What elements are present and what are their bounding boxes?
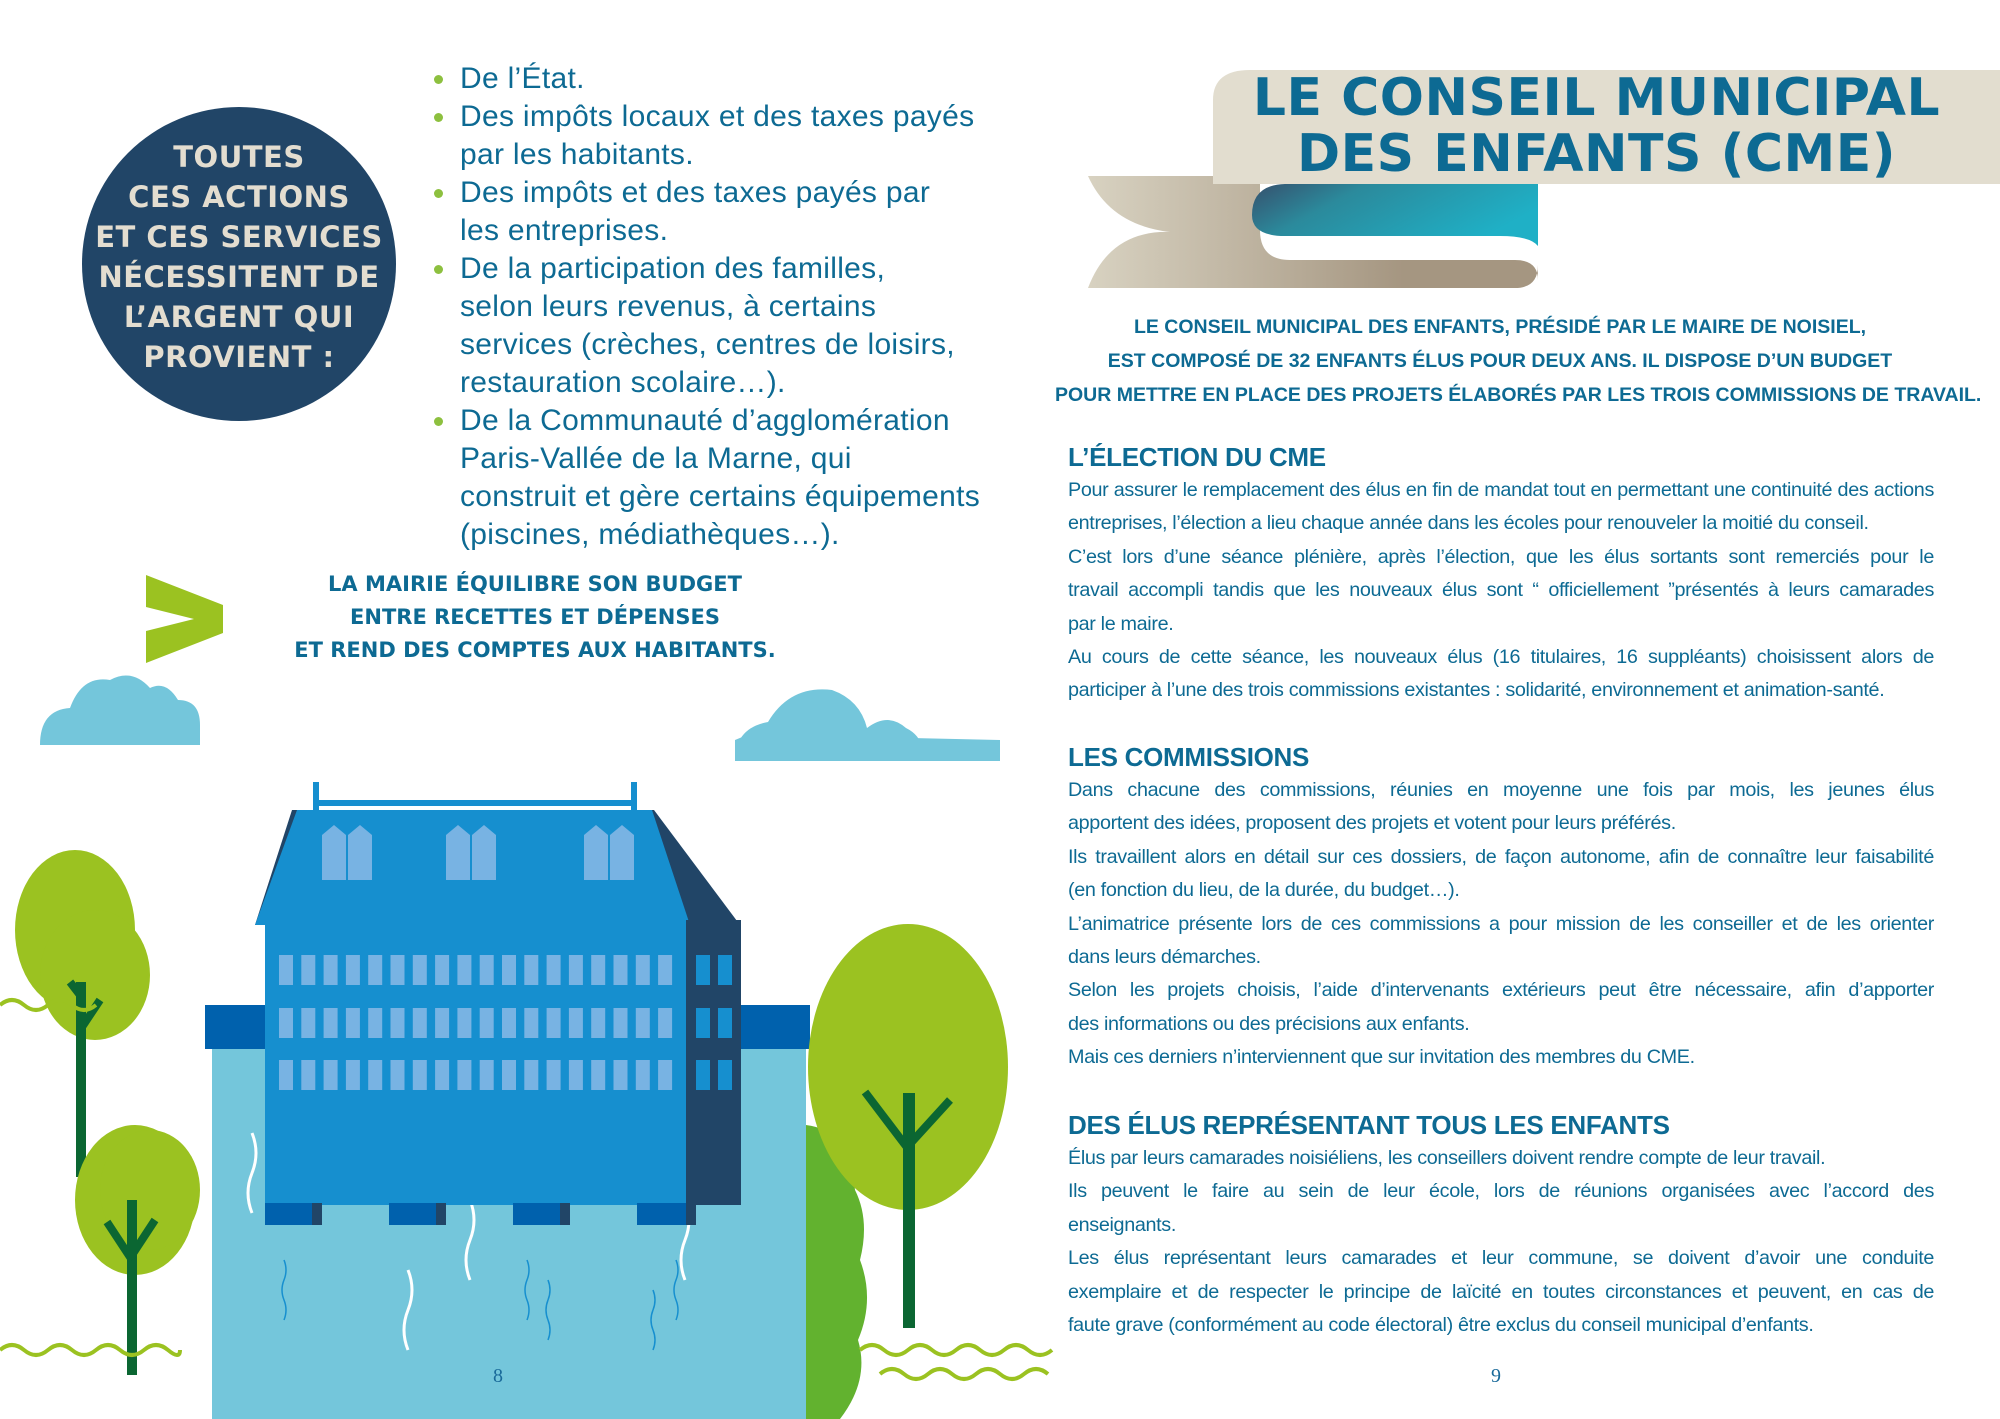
paragraph-line: L’animatrice présente lors de ces commissions a pour mission de les conseiller et de les orienter bbox=[1068, 912, 1934, 935]
window bbox=[346, 955, 360, 985]
list-item-line: selon leurs revenus, à certains bbox=[460, 290, 877, 323]
window bbox=[279, 1060, 293, 1090]
window bbox=[279, 1008, 293, 1038]
section-heading: L’ÉLECTION DU CME bbox=[1068, 442, 1326, 472]
window bbox=[547, 955, 561, 985]
paragraph-line: enseignants. bbox=[1068, 1213, 1176, 1236]
window bbox=[696, 955, 710, 985]
window bbox=[301, 1008, 315, 1038]
list-item-line: par les habitants. bbox=[460, 138, 694, 171]
circle-line: NÉCESSITENT DE bbox=[98, 260, 380, 294]
window bbox=[636, 955, 650, 985]
budget-balance-statement bbox=[225, 568, 845, 667]
window bbox=[346, 1060, 360, 1090]
window bbox=[368, 955, 382, 985]
window bbox=[435, 955, 449, 985]
paragraph-line: Élus par leurs camarades noisiéliens, les conseillers doivent rendre compte de leur travail. bbox=[1068, 1147, 1826, 1169]
window bbox=[591, 955, 605, 985]
window bbox=[658, 1008, 672, 1038]
list-item bbox=[430, 250, 990, 402]
window bbox=[502, 1008, 516, 1038]
section-heading: LES COMMISSIONS bbox=[1068, 742, 1310, 772]
window bbox=[279, 955, 293, 985]
bullet-icon bbox=[434, 417, 443, 426]
info-circle bbox=[82, 107, 396, 421]
bullet-icon bbox=[434, 189, 443, 198]
window bbox=[658, 1060, 672, 1090]
window bbox=[324, 1008, 338, 1038]
paragraph-line: Les élus représentant leurs camarades et leur commune, se doivent d’avoir une conduite bbox=[1068, 1247, 1934, 1270]
paragraph-line: Selon les projets choisis, l’aide d’intervenants extérieurs peut être nécessaire, afin d’apporter bbox=[1068, 979, 1934, 1002]
paragraph-line: C’est lors d’une séance plénière, après l’élection, que les élus sortants sont remerciés pour le bbox=[1068, 545, 1934, 568]
paragraph-line: Dans chacune des commissions, réunies en moyenne une fois par mois, les jeunes élus bbox=[1068, 779, 1934, 801]
window bbox=[480, 1008, 494, 1038]
paragraph-line: entreprises, l’élection a lieu chaque année dans les écoles pour renouveler la moitié du conseil. bbox=[1068, 512, 1869, 535]
circle-line: L’ARGENT QUI bbox=[123, 300, 355, 334]
wave-line bbox=[860, 1345, 1052, 1355]
circle-text bbox=[89, 137, 389, 377]
paragraph-line: par le maire. bbox=[1068, 612, 1174, 635]
window bbox=[524, 1008, 538, 1038]
window bbox=[346, 1008, 360, 1038]
window bbox=[718, 1008, 732, 1038]
list-item-line: Des impôts locaux et des taxes payés bbox=[460, 100, 975, 133]
paragraph-line: travail accompli tandis que les nouveaux élus sont “ officiellement ”présentés à leurs camarades bbox=[1068, 579, 1934, 602]
tree-icon bbox=[75, 1125, 200, 1375]
window bbox=[569, 1060, 583, 1090]
list-item bbox=[430, 402, 990, 554]
cloud-icon bbox=[735, 689, 1000, 761]
window bbox=[413, 1008, 427, 1038]
intro-line: POUR METTRE EN PLACE DES PROJETS ÉLABORÉS PAR LES TROIS COMMISSIONS DE TRAVAIL. bbox=[1055, 384, 1982, 406]
list-item-line: De l’État. bbox=[460, 62, 585, 95]
section-body bbox=[1068, 1142, 1934, 1342]
window bbox=[435, 1008, 449, 1038]
window bbox=[480, 1060, 494, 1090]
window bbox=[391, 1060, 405, 1090]
paragraph-line: dans leurs démarches. bbox=[1068, 946, 1261, 969]
window bbox=[413, 955, 427, 985]
window bbox=[480, 955, 494, 985]
window bbox=[718, 1060, 732, 1090]
window bbox=[547, 1008, 561, 1038]
window bbox=[569, 955, 583, 985]
circle-line: PROVIENT : bbox=[143, 340, 335, 374]
window bbox=[524, 1060, 538, 1090]
window bbox=[614, 1008, 628, 1038]
intro-line: LE CONSEIL MUNICIPAL DES ENFANTS, PRÉSIDÉ PAR LE MAIRE DE NOISIEL, bbox=[1133, 316, 1867, 338]
section-body bbox=[1068, 774, 1934, 1075]
section-election bbox=[1068, 440, 1934, 708]
town-hall-building bbox=[255, 782, 741, 1225]
window bbox=[391, 1008, 405, 1038]
list-item-line: Des impôts et des taxes payés par bbox=[460, 176, 931, 209]
window bbox=[591, 1008, 605, 1038]
section-commissions bbox=[1068, 740, 1934, 1075]
paragraph-line: Mais ces derniers n’interviennent que sur invitation des membres du CME. bbox=[1068, 1046, 1695, 1069]
list-item bbox=[430, 60, 990, 98]
window bbox=[718, 955, 732, 985]
list-item-line: services (crèches, centres de loisirs, bbox=[460, 328, 955, 361]
window bbox=[696, 1060, 710, 1090]
window bbox=[636, 1008, 650, 1038]
paragraph-line: apportent des idées, proposent des projets et votent pour leurs préférés. bbox=[1068, 812, 1676, 835]
list-item bbox=[430, 98, 990, 174]
paragraph-line: Ils peuvent le faire au sein de leur école, lors de réunions organisées avec l’accord des bbox=[1068, 1180, 1934, 1203]
paragraph-line: exemplaire et de respecter le principe de laïcité en toutes circonstances et peuvent, en cas de bbox=[1068, 1280, 1934, 1303]
list-item-line: De la participation des familles, bbox=[460, 252, 886, 285]
window bbox=[457, 1060, 471, 1090]
circle-line: TOUTES bbox=[173, 140, 305, 174]
section-representatives bbox=[1068, 1108, 1934, 1342]
list-item-line: De la Communauté d’agglomération bbox=[460, 404, 950, 437]
town-hall-illustration bbox=[0, 660, 1060, 1419]
window bbox=[547, 1060, 561, 1090]
window bbox=[457, 955, 471, 985]
balance-line: ET REND DES COMPTES AUX HABITANTS. bbox=[294, 638, 776, 662]
paragraph-line: (en fonction du lieu, de la durée, du budget…). bbox=[1068, 879, 1460, 902]
window bbox=[368, 1008, 382, 1038]
list-item-line: (piscines, médiathèques…). bbox=[460, 518, 840, 551]
wave-line bbox=[880, 1369, 1048, 1379]
circle-line: CES ACTIONS bbox=[128, 180, 350, 214]
window bbox=[301, 1060, 315, 1090]
window bbox=[502, 1060, 516, 1090]
funding-sources-list bbox=[430, 60, 990, 554]
window bbox=[614, 955, 628, 985]
paragraph-line: Ils travaillent alors en détail sur ces dossiers, de façon autonome, afin de connaître leur faisabilité bbox=[1068, 845, 1934, 868]
paragraph-line: participer à l’une des trois commissions existantes : solidarité, environnement et animation-santé. bbox=[1068, 679, 1885, 702]
chevron-right-icon bbox=[146, 575, 226, 665]
window bbox=[502, 955, 516, 985]
window bbox=[696, 1008, 710, 1038]
paragraph-line: Au cours de cette séance, les nouveaux élus (16 titulaires, 16 suppléants) choisissent alors de bbox=[1068, 646, 1934, 669]
window bbox=[324, 1060, 338, 1090]
window bbox=[524, 955, 538, 985]
window bbox=[435, 1060, 449, 1090]
window bbox=[591, 1060, 605, 1090]
window bbox=[658, 955, 672, 985]
paragraph-line: faute grave (conformément au code électoral) être exclus du conseil municipal d’enfants. bbox=[1068, 1314, 1814, 1337]
window bbox=[301, 955, 315, 985]
bullet-icon bbox=[434, 75, 443, 84]
list-item-line: construit et gère certains équipements bbox=[460, 480, 981, 513]
paragraph-line: des informations ou des précisions aux enfants. bbox=[1068, 1012, 1470, 1035]
window bbox=[457, 1008, 471, 1038]
bullet-icon bbox=[434, 113, 443, 122]
section-heading: DES ÉLUS REPRÉSENTANT TOUS LES ENFANTS bbox=[1068, 1110, 1670, 1140]
balance-line: ENTRE RECETTES ET DÉPENSES bbox=[350, 605, 720, 629]
window bbox=[636, 1060, 650, 1090]
wave-line bbox=[0, 1345, 180, 1355]
page-title bbox=[1193, 70, 2000, 185]
list-item-line: les entreprises. bbox=[460, 214, 669, 247]
title-line: LE CONSEIL MUNICIPAL bbox=[1252, 68, 1941, 128]
window bbox=[614, 1060, 628, 1090]
bullet-icon bbox=[434, 265, 443, 274]
page-number: 9 bbox=[1491, 1365, 1501, 1387]
paragraph-line: Pour assurer le remplacement des élus en fin de mandat tout en permettant une continuité des actions bbox=[1068, 479, 1934, 501]
title-line: DES ENFANTS (CME) bbox=[1296, 124, 1897, 184]
window bbox=[324, 955, 338, 985]
window bbox=[391, 955, 405, 985]
balance-line: LA MAIRIE ÉQUILIBRE SON BUDGET bbox=[328, 572, 742, 596]
window bbox=[569, 1008, 583, 1038]
cloud-icon bbox=[40, 676, 200, 746]
intro-paragraph bbox=[1055, 310, 1982, 412]
list-item-line: restauration scolaire…). bbox=[460, 366, 786, 399]
window bbox=[413, 1060, 427, 1090]
list-item-line: Paris-Vallée de la Marne, qui bbox=[460, 442, 852, 475]
intro-line: EST COMPOSÉ DE 32 ENFANTS ÉLUS POUR DEUX ANS. IL DISPOSE D’UN BUDGET bbox=[1107, 350, 1893, 372]
section-body bbox=[1068, 474, 1934, 708]
circle-line: ET CES SERVICES bbox=[95, 220, 383, 254]
window bbox=[368, 1060, 382, 1090]
page-number: 8 bbox=[493, 1365, 503, 1387]
list-item bbox=[430, 174, 990, 250]
